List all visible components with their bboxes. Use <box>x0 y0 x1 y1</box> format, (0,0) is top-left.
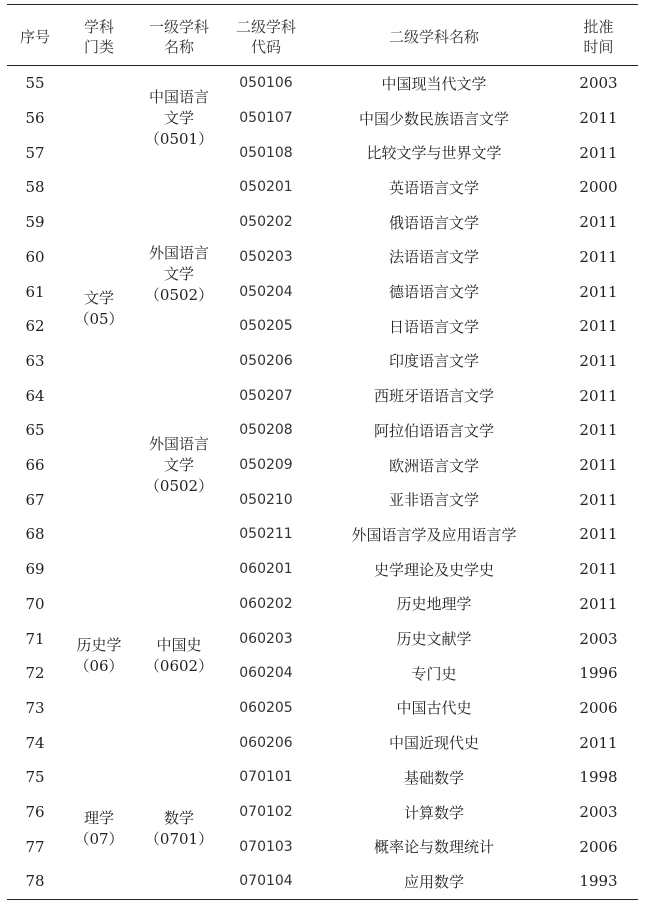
row-seq: 73 <box>25 698 45 717</box>
first-level-group: 中国语言 文学（0501） <box>144 87 214 148</box>
row-code: 050207 <box>239 387 293 404</box>
row-year: 2003 <box>579 803 618 822</box>
row-code: 050108 <box>239 144 293 161</box>
row-name: 中国现当代文学 <box>381 74 487 93</box>
row-seq: 55 <box>25 74 45 93</box>
row-name: 比较文学与世界文学 <box>366 144 502 163</box>
row-code: 060205 <box>239 699 293 716</box>
row-year: 2011 <box>579 525 618 544</box>
row-name: 史学理论及史学史 <box>373 560 494 579</box>
row-year: 1993 <box>579 872 618 891</box>
row-year: 2011 <box>579 143 618 162</box>
first-level-group: 外国语言 文学（0502） <box>144 243 214 304</box>
table-top-rule <box>7 4 638 5</box>
row-name: 中国近现代史 <box>388 734 479 753</box>
row-name: 中国少数民族语言文学 <box>358 109 509 128</box>
row-name: 阿拉伯语语言文学 <box>373 421 494 440</box>
row-name: 中国古代史 <box>396 699 472 718</box>
row-code: 060201 <box>239 561 293 578</box>
row-name: 外国语言学及应用语言学 <box>351 525 517 544</box>
row-year: 2011 <box>579 733 618 752</box>
row-seq: 66 <box>25 456 45 475</box>
row-year: 2000 <box>579 178 618 197</box>
row-year: 1996 <box>579 664 618 683</box>
row-seq: 78 <box>25 872 45 891</box>
row-code: 050204 <box>239 283 293 300</box>
row-name: 基础数学 <box>403 768 464 787</box>
row-code: 050202 <box>239 214 293 231</box>
row-year: 2011 <box>579 213 618 232</box>
row-year: 2011 <box>579 386 618 405</box>
row-seq: 63 <box>25 351 45 370</box>
row-code: 060203 <box>239 630 293 647</box>
row-seq: 65 <box>25 421 45 440</box>
first-level-group: 数学（0701） <box>144 809 214 849</box>
row-code: 050209 <box>239 457 293 474</box>
row-code: 060202 <box>239 595 293 612</box>
row-name: 俄语语言文学 <box>388 213 479 232</box>
row-seq: 76 <box>25 803 45 822</box>
row-name: 计算数学 <box>403 803 464 822</box>
row-code: 070104 <box>239 873 293 890</box>
row-name: 欧洲语言文学 <box>388 456 479 475</box>
row-year: 2006 <box>579 837 618 856</box>
row-seq: 72 <box>25 664 45 683</box>
row-code: 060204 <box>239 665 293 682</box>
row-code: 050107 <box>239 110 293 127</box>
row-seq: 69 <box>25 560 45 579</box>
row-seq: 58 <box>25 178 45 197</box>
row-code: 070103 <box>239 838 293 855</box>
header-code: 二级学科 代码 <box>235 18 296 56</box>
row-year: 2011 <box>579 421 618 440</box>
row-name: 印度语言文学 <box>388 352 479 371</box>
header-time: 批准 时间 <box>583 18 614 56</box>
row-year: 2003 <box>579 74 618 93</box>
row-year: 2011 <box>579 282 618 301</box>
row-name: 德语语言文学 <box>388 283 479 302</box>
row-code: 050208 <box>239 422 293 439</box>
row-year: 2006 <box>579 698 618 717</box>
row-year: 2003 <box>579 629 618 648</box>
header-first-level: 一级学科 名称 <box>148 18 209 56</box>
row-year: 2011 <box>579 317 618 336</box>
row-seq: 57 <box>25 143 45 162</box>
row-code: 050205 <box>239 318 293 335</box>
row-seq: 68 <box>25 525 45 544</box>
row-seq: 60 <box>25 247 45 266</box>
category-group: 历史学 （06） <box>74 635 124 675</box>
row-year: 1998 <box>579 768 618 787</box>
row-seq: 56 <box>25 109 45 128</box>
row-year: 2011 <box>579 247 618 266</box>
row-code: 050206 <box>239 352 293 369</box>
row-code: 050106 <box>239 75 293 92</box>
row-name: 历史地理学 <box>396 595 472 614</box>
row-name: 概率论与数理统计 <box>373 838 494 857</box>
row-seq: 64 <box>25 386 45 405</box>
first-level-group: 中国史 （0602） <box>144 635 214 675</box>
row-name: 专门史 <box>411 664 457 683</box>
row-year: 2011 <box>579 351 618 370</box>
row-seq: 70 <box>25 594 45 613</box>
row-code: 050211 <box>239 526 293 543</box>
row-seq: 74 <box>25 733 45 752</box>
row-seq: 77 <box>25 837 45 856</box>
row-name: 法语语言文学 <box>388 248 479 267</box>
first-level-group: 外国语言 文学（0502） <box>144 434 214 495</box>
row-seq: 62 <box>25 317 45 336</box>
header-name: 二级学科名称 <box>388 28 479 46</box>
row-name: 亚非语言文学 <box>388 491 479 510</box>
row-year: 2011 <box>579 109 618 128</box>
category-group: 文学 （05） <box>74 288 124 328</box>
row-name: 历史文献学 <box>396 630 472 649</box>
category-group: 理学 （07） <box>74 809 124 849</box>
row-seq: 59 <box>25 213 45 232</box>
row-code: 060206 <box>239 734 293 751</box>
row-name: 英语语言文学 <box>388 178 479 197</box>
row-year: 2011 <box>579 560 618 579</box>
row-name: 日语语言文学 <box>388 317 479 336</box>
row-code: 050210 <box>239 491 293 508</box>
row-code: 070102 <box>239 804 293 821</box>
row-code: 050201 <box>239 179 293 196</box>
row-year: 2011 <box>579 490 618 509</box>
row-seq: 71 <box>25 629 45 648</box>
row-seq: 61 <box>25 282 45 301</box>
header-seq: 序号 <box>19 28 50 46</box>
row-year: 2011 <box>579 594 618 613</box>
table-bottom-rule <box>7 899 638 900</box>
row-code: 050203 <box>239 248 293 265</box>
row-seq: 75 <box>25 768 45 787</box>
row-year: 2011 <box>579 456 618 475</box>
row-name: 西班牙语语言文学 <box>373 387 494 406</box>
row-code: 070101 <box>239 769 293 786</box>
row-name: 应用数学 <box>403 872 464 891</box>
header-category: 学科 门类 <box>83 18 114 56</box>
row-seq: 67 <box>25 490 45 509</box>
